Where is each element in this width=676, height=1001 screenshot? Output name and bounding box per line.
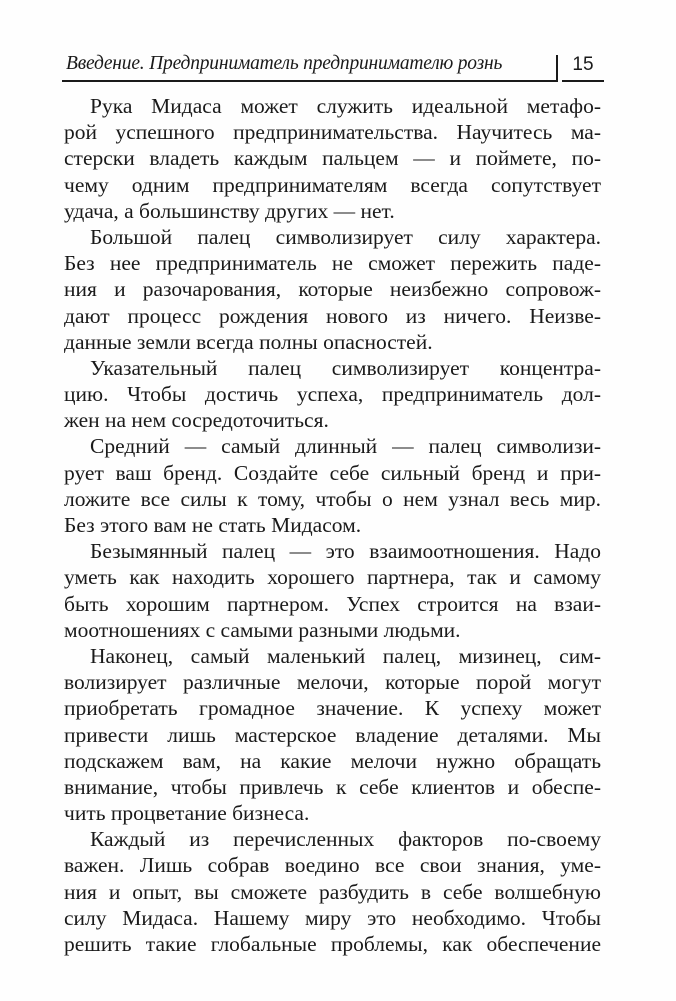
text-line: важен. Лишь собрав воедино все свои знания, уме- (64, 853, 601, 878)
running-header (62, 48, 604, 82)
text-line: Без этого вам не стать Мидасом. (64, 513, 362, 537)
paragraph (64, 643, 601, 826)
text-line: Средний — самый длинный — палец символизи- (90, 434, 601, 459)
text-line: данные земли всегда полны опасностей. (64, 329, 433, 354)
text-line: стерски владеть каждым пальцем — и поймете, по- (64, 146, 601, 171)
paragraph (64, 826, 601, 957)
page-number-rule (562, 80, 604, 82)
text-line: Указательный палец символизирует концентра- (90, 355, 601, 380)
text-line: силу Мидаса. Нашему миру это необходимо. Чтобы (64, 905, 601, 930)
text-line: рует ваш бренд. Создайте себе сильный бренд и при- (64, 460, 601, 485)
header-divider (556, 55, 558, 82)
text-line: уметь как находить хорошего партнера, так и самому (64, 565, 601, 590)
text-line: Рука Мидаса может служить идеальной метафо- (90, 94, 601, 118)
text-line: чить процветание бизнеса. (64, 801, 310, 826)
text-line: приобретать громадное значение. К успеху может (64, 696, 601, 721)
text-line: привести лишь мастерское владение деталями. Мы (64, 722, 601, 747)
page-number: 15 (572, 54, 594, 75)
paragraph (64, 355, 601, 434)
text-line: дают процесс рождения нового из ничего. Неизве- (64, 303, 601, 328)
text-line: Без нее предприниматель не сможет пережить паде- (64, 251, 601, 276)
paragraph (64, 538, 601, 643)
running-title: Введение. Предприниматель предпринимателю рознь (66, 53, 503, 74)
text-line: Большой палец символизирует силу характера. (90, 224, 601, 249)
text-line: внимание, чтобы привлечь к себе клиентов и обеспе- (64, 774, 601, 799)
text-line: решить такие глобальные проблемы, как обеспечение (64, 932, 601, 956)
text-line: ложите все силы к тому, чтобы о нем узнал весь мир. (64, 486, 601, 511)
text-line: чему одним предпринимателям всегда сопутствует (64, 172, 601, 197)
body-text (64, 93, 601, 957)
text-line: рой успешного предпринимательства. Научитесь ма- (64, 120, 601, 145)
text-line: моотношениях с самыми разными людьми. (64, 617, 461, 642)
text-line: ния и опыт, вы сможете разбудить в себе волшебную (64, 879, 601, 904)
text-line: Каждый из перечисленных факторов по-своему (90, 827, 601, 852)
text-line: цию. Чтобы достичь успеха, предприниматель дол- (64, 382, 601, 407)
text-line: Безымянный палец — это взаимоотношения. Надо (90, 539, 601, 564)
text-line: быть хорошим партнером. Успех строится на взаи- (64, 591, 601, 616)
text-line: жен на нем сосредоточиться. (64, 408, 329, 433)
text-line: ния и разочарования, которые неизбежно сопровож- (64, 277, 601, 302)
header-rule (62, 80, 556, 82)
text-line: волизирует различные мелочи, которые порой могут (64, 670, 601, 695)
paragraph (64, 93, 601, 224)
text-line: удача, а большинству других — нет. (64, 198, 395, 223)
paragraph (64, 433, 601, 538)
text-line: подскажем вам, на какие мелочи нужно обращать (64, 748, 601, 773)
paragraph (64, 224, 601, 355)
text-line: Наконец, самый маленький палец, мизинец, сим- (90, 643, 601, 668)
